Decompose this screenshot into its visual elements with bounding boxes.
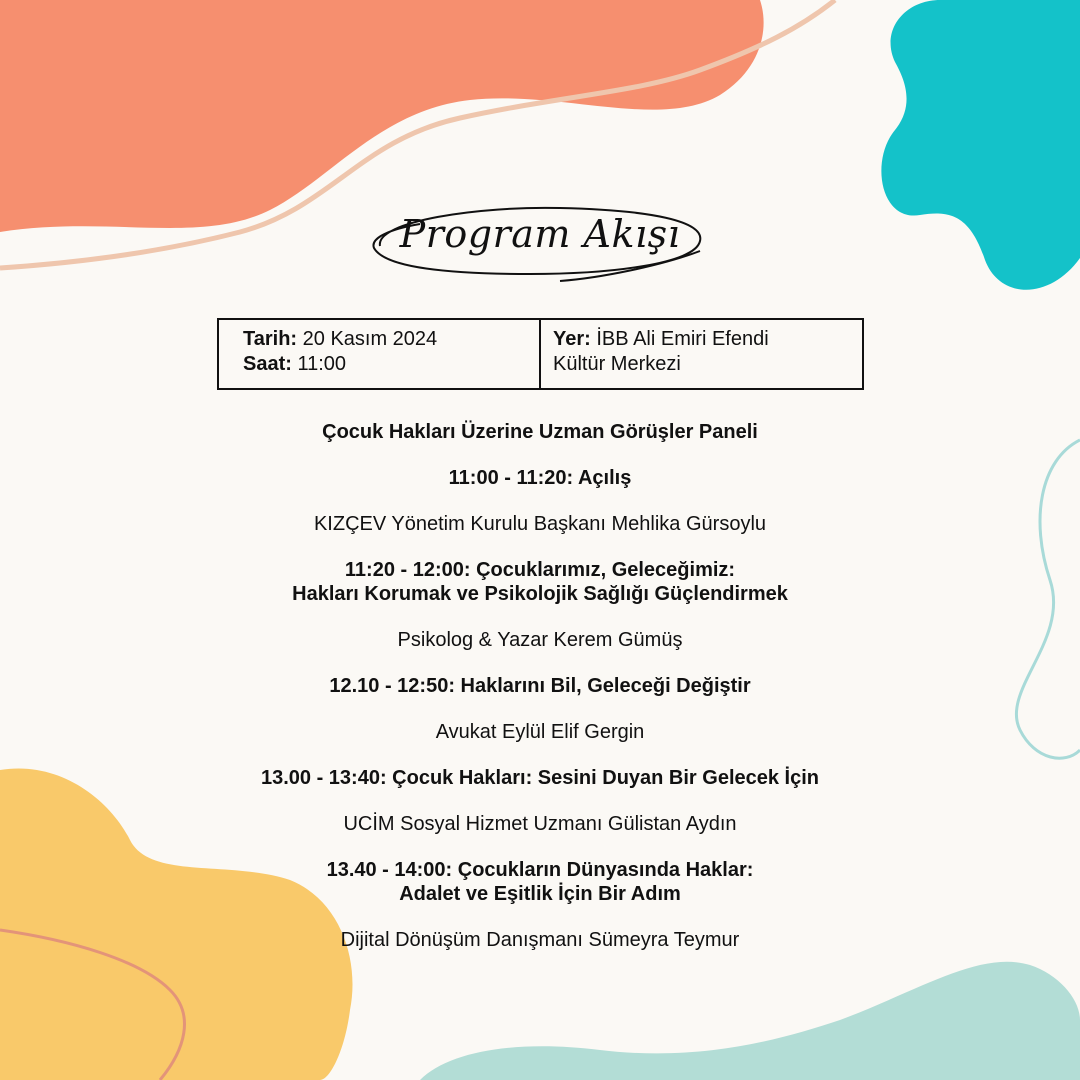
venue-label: Yer: [553, 328, 591, 350]
venue-value-line2: Kültür Merkezi [553, 353, 681, 375]
program-heading: Çocuk Hakları Üzerine Uzman Görüşler Paneli [322, 421, 758, 443]
session-speaker: Avukat Eylül Elif Gergin [435, 721, 645, 743]
session-speaker: UCİM Sosyal Hizmet Uzmanı Gülistan Aydın [343, 813, 737, 835]
session-title: 12.10 - 12:50: Haklarını Bil, Geleceği Değiştir [329, 675, 751, 697]
session-speaker: Psikolog & Yazar Kerem Gümüş [397, 629, 683, 651]
session-speaker: Dijital Dönüşüm Danışmanı Sümeyra Teymur [340, 929, 740, 951]
page-title: Program Akışı [399, 212, 681, 256]
session-title-line2: Hakları Korumak ve Psikolojik Sağlığı Güçlendirmek [292, 583, 788, 605]
title-badge [360, 196, 720, 300]
date-value: 20 Kasım 2024 [302, 328, 438, 350]
venue-value-line1: İBB Ali Emiri Efendi [596, 328, 769, 350]
mint-blob [420, 962, 1080, 1080]
time-value: 11:00 [297, 353, 347, 375]
session-title: 13.00 - 13:40: Çocuk Hakları: Sesini Duyan Bir Gelecek İçin [260, 767, 820, 789]
program-schedule [140, 420, 940, 952]
session-title: 11:20 - 12:00: Çocuklarımız, Geleceğimiz: [344, 559, 736, 581]
session-3 [140, 674, 940, 744]
venue-row [553, 327, 769, 352]
session-speaker: KIZÇEV Yönetim Kurulu Başkanı Mehlika Gürsoylu [313, 513, 767, 535]
venue-cell [541, 320, 769, 388]
date-row [243, 327, 539, 352]
session-4 [140, 766, 940, 836]
session-title: 13.40 - 14:00: Çocukların Dünyasında Haklar: [326, 859, 754, 881]
session-5 [140, 858, 940, 952]
session-2 [140, 558, 940, 652]
session-title: 11:00 - 11:20: Açılış [448, 467, 632, 489]
time-row [243, 352, 539, 377]
time-label: Saat: [243, 353, 292, 375]
session-1 [140, 466, 940, 536]
event-info-table [217, 318, 864, 390]
teal-wave-line [1016, 440, 1080, 758]
session-title-line2: Adalet ve Eşitlik İçin Bir Adım [399, 883, 681, 905]
date-time-cell [219, 320, 541, 388]
teal-blob [881, 0, 1080, 290]
date-label: Tarih: [243, 328, 298, 350]
